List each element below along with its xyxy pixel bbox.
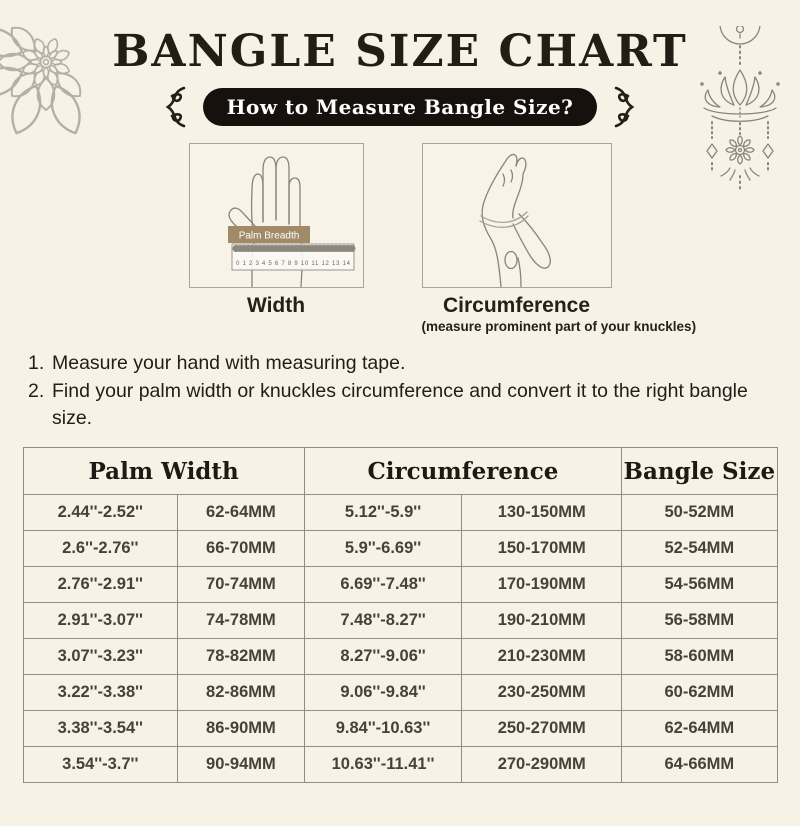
caption-row — [0, 294, 800, 334]
table-cell: 3.07''-3.23'' — [23, 639, 178, 675]
table-cell: 8.27''-9.06'' — [304, 639, 462, 675]
hand-front-icon — [190, 144, 363, 287]
table-cell: 7.48''-8.27'' — [304, 603, 462, 639]
table-cell: 64-66MM — [622, 747, 777, 783]
table-cell: 150-170MM — [462, 531, 622, 567]
table-cell: 5.9''-6.69'' — [304, 531, 462, 567]
circumference-subcaption: (measure prominent part of your knuckles) — [421, 319, 697, 334]
table-header-row — [23, 448, 777, 495]
instruction-text: Find your palm width or knuckles circumference and convert it to the right bangle size. — [52, 379, 748, 430]
instruction-text: Measure your hand with measuring tape. — [52, 352, 406, 374]
width-illustration — [189, 143, 364, 288]
table-cell: 62-64MM — [178, 495, 305, 531]
instruction-item-1 — [28, 350, 800, 378]
illustration-row — [0, 143, 800, 288]
table-cell: 2.91''-3.07'' — [23, 603, 178, 639]
measure-badge: How to Measure Bangle Size? — [203, 88, 598, 126]
table-cell: 74-78MM — [178, 603, 305, 639]
flourish-right-icon — [611, 85, 641, 129]
table-cell: 66-70MM — [178, 531, 305, 567]
width-caption: Width — [246, 294, 306, 317]
table-row — [23, 567, 777, 603]
table-cell: 230-250MM — [462, 675, 622, 711]
ruler-numbers: 0 1 2 3 4 5 6 7 8 9 10 11 12 13 14 — [235, 261, 350, 267]
header-palm-width: Palm Width — [23, 448, 304, 495]
hand-pinch-icon — [423, 144, 611, 287]
table-cell: 50-52MM — [622, 495, 777, 531]
flourish-left-icon — [159, 85, 189, 129]
badge-row — [0, 85, 800, 129]
circumference-caption: Circumference — [442, 294, 591, 317]
palm-breadth-label: Palm Breadth — [238, 230, 299, 242]
table-row — [23, 495, 777, 531]
header-bangle-size: Bangle Size — [622, 448, 777, 495]
table-cell: 170-190MM — [462, 567, 622, 603]
table-cell: 78-82MM — [178, 639, 305, 675]
table-cell: 82-86MM — [178, 675, 305, 711]
table-cell: 70-74MM — [178, 567, 305, 603]
header-circumference: Circumference — [304, 448, 621, 495]
table-cell: 6.69''-7.48'' — [304, 567, 462, 603]
table-cell: 2.76''-2.91'' — [23, 567, 178, 603]
table-cell: 10.63''-11.41'' — [304, 747, 462, 783]
table-row — [23, 639, 777, 675]
page-title: BANGLE SIZE CHART — [112, 26, 688, 77]
bangle-size-table — [23, 447, 778, 783]
table-cell: 3.38''-3.54'' — [23, 711, 178, 747]
table-cell: 2.44''-2.52'' — [23, 495, 178, 531]
table-cell: 130-150MM — [462, 495, 622, 531]
table-cell: 86-90MM — [178, 711, 305, 747]
table-cell: 190-210MM — [462, 603, 622, 639]
table-cell: 270-290MM — [462, 747, 622, 783]
table-row — [23, 531, 777, 567]
table-cell: 3.54''-3.7'' — [23, 747, 178, 783]
table-cell: 54-56MM — [622, 567, 777, 603]
table-cell: 5.12''-5.9'' — [304, 495, 462, 531]
table-cell: 250-270MM — [462, 711, 622, 747]
circumference-illustration — [422, 143, 612, 288]
instruction-item-2 — [28, 378, 800, 433]
table-cell: 52-54MM — [622, 531, 777, 567]
table-cell: 60-62MM — [622, 675, 777, 711]
table-cell: 3.22''-3.38'' — [23, 675, 178, 711]
table-cell: 90-94MM — [178, 747, 305, 783]
instruction-number: 1. — [28, 352, 45, 374]
table-cell: 2.6''-2.76'' — [23, 531, 178, 567]
table-row — [23, 603, 777, 639]
instruction-number: 2. — [28, 379, 45, 402]
table-cell: 62-64MM — [622, 711, 777, 747]
instructions — [28, 350, 800, 433]
table-row — [23, 711, 777, 747]
table-row — [23, 747, 777, 783]
table-cell: 56-58MM — [622, 603, 777, 639]
table-cell: 9.84''-10.63'' — [304, 711, 462, 747]
table-cell: 58-60MM — [622, 639, 777, 675]
table-cell: 210-230MM — [462, 639, 622, 675]
table-row — [23, 675, 777, 711]
table-cell: 9.06''-9.84'' — [304, 675, 462, 711]
